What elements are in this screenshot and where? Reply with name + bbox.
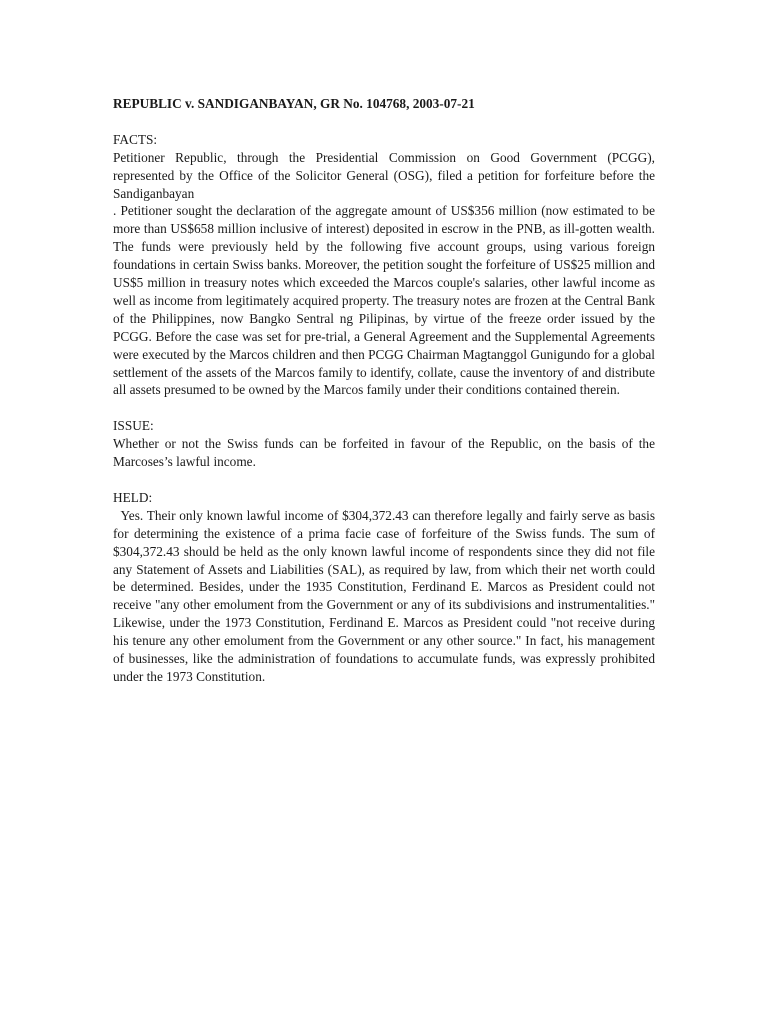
- facts-paragraph-2: . Petitioner sought the declaration of the aggregate amount of US$356 million (now estimated to be more than US$658 million inclusive of interest) deposited in escrow in the PNB, as ill-gotten wealth. The funds were previously held by the following five account groups, using various foreign foundations in certain Swiss banks. Moreover, the petition sought the forfeiture of US$25 million and US$5 million in treasury notes which exceeded the Marcos couple's salaries, other lawful income as well as income from legitimately acquired property. The treasury notes are frozen at the Central Bank of the Philippines, now Bangko Sentral ng Pilipinas, by virtue of the freeze order issued by the PCGG. Before the case was set for pre-trial, a General Agreement and the Supplemental Agreements were executed by the Marcos children and then PCGG Chairman Magtanggol Gunigundo for a global settlement of the assets of the Marcos family to identify, collate, cause the inventory of and distribute all assets presumed to be owned by the Marcos family under their conditions contained therein.: [113, 203, 655, 398]
- case-title: REPUBLIC v. SANDIGANBAYAN, GR No. 104768, 2003-07-21: [113, 96, 475, 111]
- issue-heading: ISSUE:: [113, 418, 154, 434]
- document-page: [113, 95, 659, 686]
- issue-paragraph: Whether or not the Swiss funds can be forfeited in favour of the Republic, on the basis of the Marcoses’s lawful income.: [113, 436, 655, 470]
- facts-heading: FACTS:: [113, 131, 158, 147]
- facts-paragraph-1: Petitioner Republic, through the Presidential Commission on Good Government (PCGG), represented by the Office of the Solicitor General (OSG), filed a petition for forfeiture before the Sandiganbayan: [113, 149, 655, 201]
- held-paragraph: Yes. Their only known lawful income of $304,372.43 can therefore legally and fairly serve as basis for determining the existence of a prima facie case of forfeiture of the Swiss funds. The sum of $304,372.43 should be held as the only known lawful income of respondents since they did not file any Statement of Assets and Liabilities (SAL), as required by law, from which their net worth could be determined. Besides, under the 1935 Constitution, Ferdinand E. Marcos as President could not receive "any other emolument from the Government or any of its subdivisions and instrumentalities." Likewise, under the 1973 Constitution, Ferdinand E. Marcos as President could "not receive during his tenure any other emolument from the Government or any other source." In fact, his management of businesses, like the administration of foundations to accumulate funds, was expressly prohibited under the 1973 Constitution.: [113, 507, 659, 684]
- held-heading: HELD:: [113, 489, 153, 505]
